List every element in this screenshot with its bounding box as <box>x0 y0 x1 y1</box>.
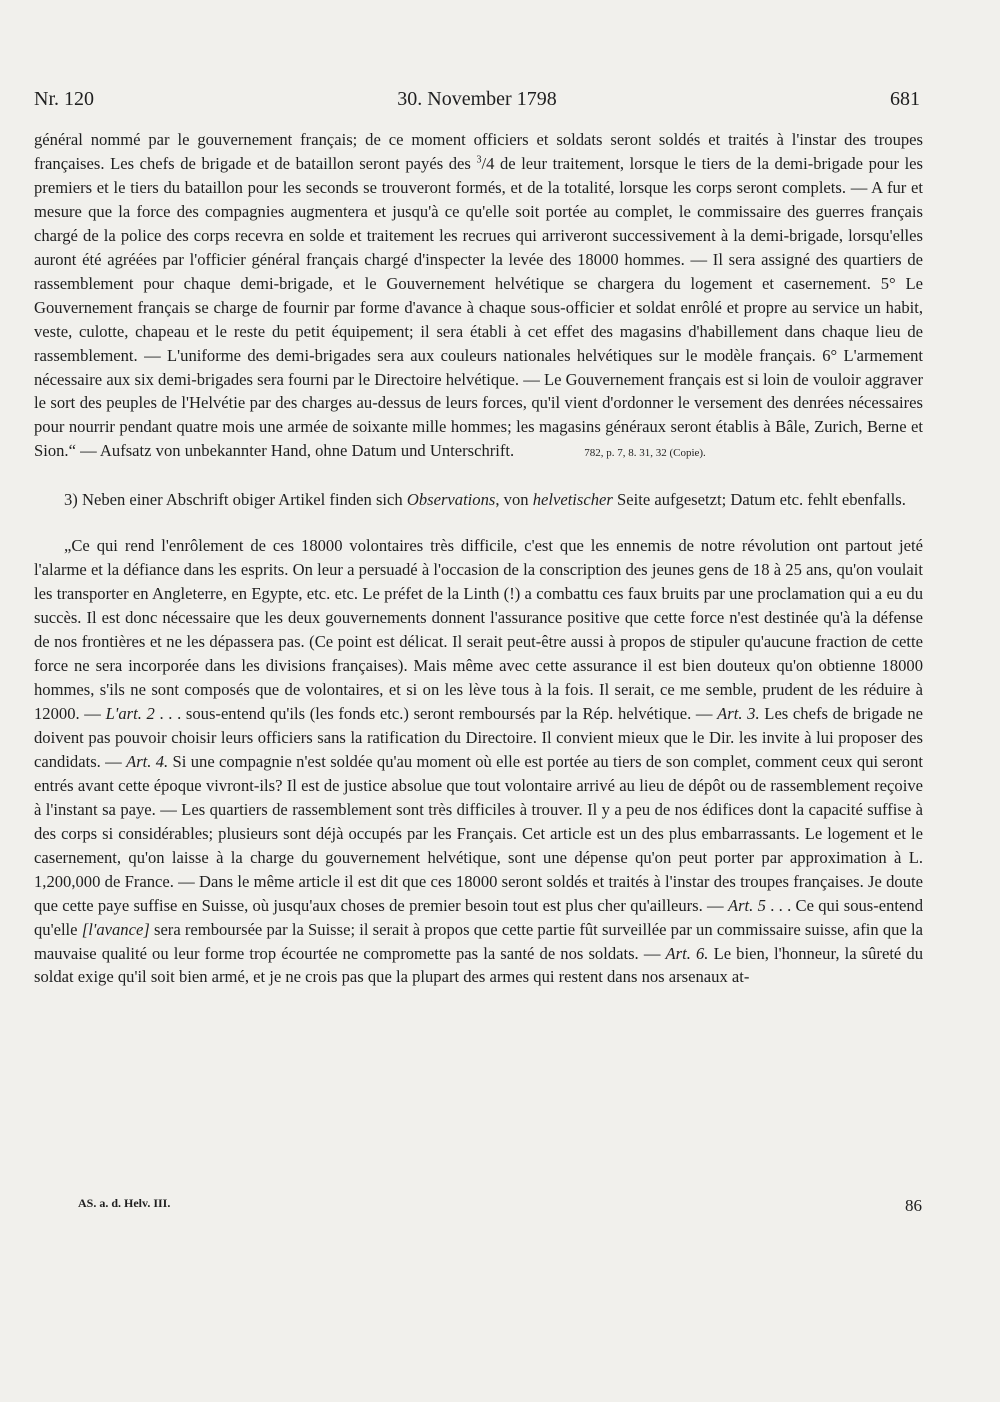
sheet-number: 86 <box>905 1196 922 1215</box>
page-header <box>34 88 920 118</box>
paragraph-3-text-e: . . . Ce qui sous-entend qu'elle <box>34 895 923 939</box>
fraction-denominator: /4 <box>481 153 495 173</box>
paragraph-3-italic-2: Art. 3. <box>717 703 760 723</box>
archive-reference: 782, p. 7, 8. 31, 32 (Copie). <box>584 447 706 460</box>
paragraph-2-italic-1: Observations <box>406 490 496 510</box>
page-body <box>34 128 923 989</box>
page-number: 681 <box>890 88 920 110</box>
paragraph-3-text-f: sera remboursée par la Suisse; il serait à propos que cette partie fût surveillée par un commissaire suisse, afin que la mauvaise qualité ou leur forme trop écourtée ne compromette pas la santé de nos soldats. — <box>34 919 923 963</box>
paragraph-3-italic-4: Art. 5 <box>727 895 766 915</box>
paragraph-2-text-c: Seite aufgesetzt; Datum etc. fehlt ebenfalls. <box>612 490 906 510</box>
document-number: Nr. 120 <box>34 88 94 110</box>
paragraph-3-text-a: „Ce qui rend l'enrôlement de ces 18000 volontaires très difficile, c'est que les ennemis de notre révolution ont partout jeté l'alarme et la défiance dans les esprits. On leur a persuadé à l'occasion de la conscription des jeunes gens de 18 à 25 ans, qu'on voulait les transporter en Angleterre, en Egypte, etc. etc. Le préfet de la Linth (!) a combattu ces faux bruits par une proclamation qui a eu du succès. Il est donc nécessaire que les deux gouvernements donnent l'assurance positive que cette force n'est destinée qu'à la défense de nos frontières et ne les dépassera pas. (Ce point est délicat. Il serait peut-être aussi à propos de stipuler qu'aucune fraction de cette force ne sera incorporée dans les divisions françaises). Mais même avec cette assurance il est bien douteux qu'on obtienne 18000 hommes, s'ils ne sont composés que de volontaires, et si on les lève tous à la fois. Il serait, ce me semble, prudent de les réduire à 12000. — <box>34 536 923 723</box>
paragraph-3-italic-3: Art. 4. <box>126 751 169 771</box>
fraction-numerator: 3 <box>476 154 482 166</box>
paragraph-2 <box>34 488 923 512</box>
document-date: 30. November 1798 <box>397 88 557 110</box>
paragraph-2-italic-2: helvetischer <box>532 490 613 510</box>
paragraph-3-text-b: . . . sous-entend qu'ils (les fonds etc.) seront remboursés par la Rép. helvétique. — <box>154 703 718 723</box>
paragraph-2-text-a: 3) Neben einer Abschrift obiger Artikel finden sich <box>64 490 407 510</box>
paragraph-1-text-b: de leur traitement, lorsque le tiers de la demi-brigade pour les premiers et le tiers du bataillon pour les seconds se trouveront formés, et de la totalité, lorsque les corps seront complets. — A fur et mesure que la force des compagnies augmentera et jusqu'à ce qu'elle soit portée au complet, le commissaire des guerres français chargé de la police des corps recevra en solde et traitement les recrues qui arriveront successivement à la demi-brigade, lorsqu'elles auront été agréées par l'officier général français chargé d'inspecter la levée des 18000 hommes. — Il sera assigné des quartiers de rassemblement pour chaque demi-brigade, et le Gouvernement helvétique se chargera du logement et casernement. 5° Le Gouvernement français se charge de fournir par forme d'avance à chaque sous-officier et soldat enrôlé et propre au service un habit, veste, culotte, chapeau et le reste du petit équipement; il sera établi à cet effet des magasins d'habillement dans chaque lieu de rassemblement. — L'uniforme des demi-brigades sera aux couleurs nationales helvétiques sur le modèle français. 6° L'armement nécessaire aux six demi-brigades sera fourni par le Directoire helvétique. — Le Gouvernement français est si loin de vouloir aggraver le sort des peuples de l'Helvétie par des charges au-dessus de leurs forces, qu'il vient d'ordonner le versement des denrées nécessaires pour nourrir pendant quatre mois une armée de soixante mille hommes; les magasins généraux seront établis à Bâle, Zurich, Berne et Sion.“ — Aufsatz von unbekannter Hand, ohne Datum und Unterschrift. <box>34 153 923 461</box>
archive-signature: AS. a. d. Helv. III. <box>78 1196 171 1210</box>
paragraph-2-text-b: , von <box>495 490 533 510</box>
paragraph-3-italic-5: [l'avance] <box>81 919 150 939</box>
paragraph-3-text-d: Si une compagnie n'est soldée qu'au moment où elle est portée au tiers de son complet, comment ceux qui seront entrés avant cette époque vivront-ils? Il est de justice absolue que tout volontaire arrivé au lieu de dépôt ou de rassemblement reçoive à l'instant sa paye. — Les quartiers de rassemblement sont très difficiles à trouver. Il y a peu de nos édifices dont la capacité suffise à des corps si considérables; plusieurs sont déjà occupés par les Français. Cet article est un des plus embarrassants. Le logement et le casernement, qu'on laisse à la charge du gouvernement helvétique, sont une dépense qu'on peut porter par approximation à L. 1,200,000 de France. — Dans le même article il est dit que ces 18000 seront soldés et traités à l'instar des troupes françaises. Je doute que cette paye suffise en Suisse, où jusqu'aux choses de premier besoin tout est plus cher qu'ailleurs. — <box>34 751 923 915</box>
paragraph-1 <box>34 128 923 466</box>
page-footer <box>78 1196 922 1216</box>
paragraph-3-italic-1: L'art. 2 <box>105 703 155 723</box>
paragraph-3 <box>34 534 923 989</box>
paragraph-3-text-g: Le bien, l'honneur, la sûreté du soldat exige qu'il soit bien armé, et je ne crois pas que la plupart des armes qui restent dans nos arsenaux at- <box>34 943 924 987</box>
paragraph-3-italic-6: Art. 6. <box>665 943 709 963</box>
paragraph-3-text-c: Les chefs de brigade ne doivent pas pouvoir choisir leurs officiers sans la ratification du Directoire. Il convient mieux que le Dir. les invite à lui proposer des candidats. — <box>34 703 923 771</box>
paragraph-1-text-a: général nommé par le gouvernement français; de ce moment officiers et soldats seront soldés et traités à l'instar des troupes françaises. Les chefs de brigade et de bataillon seront payés des <box>34 130 923 173</box>
